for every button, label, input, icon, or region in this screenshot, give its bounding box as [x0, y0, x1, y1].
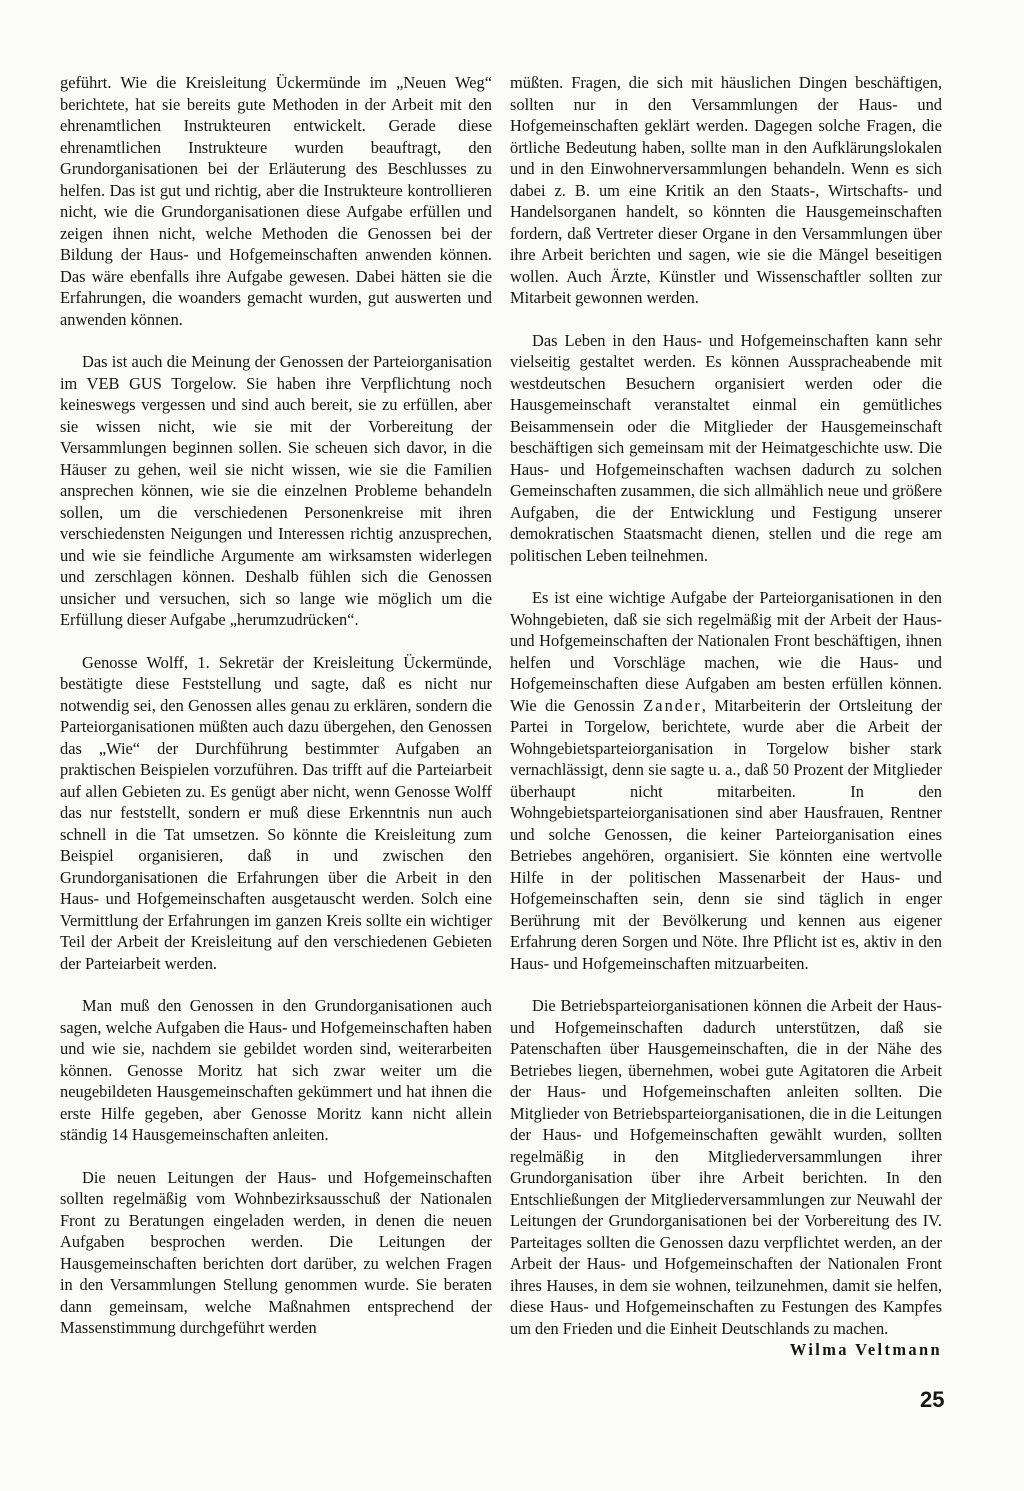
- person-name: Zander: [643, 695, 702, 715]
- paragraph-text: Es ist eine wichtige Aufgabe der Parteiorganisationen in den Wohngebieten, daß sie sich regelmäßig mit der Arbeit der Haus- und Hofgemeinschaften der Nationalen Front beschäftigen, ihnen helfen und Vorschläge machen, wie die Haus- und Hofgemeinschaften diese Aufgaben am besten erfüllen können. Wie die Genossin: [510, 588, 942, 715]
- paragraph: [510, 587, 942, 974]
- paragraph: Das Leben in den Haus- und Hofgemeinschaften kann sehr vielseitig gestaltet werden. Es können Ausspracheabende mit westdeutschen Besuchern organisiert werden oder die Hausgemeinschaft veranstaltet einmal ein gemütliches Beisammensein oder die Mitglieder der Hausgemeinschaft beschäftigen sich gemeinsam mit der Heimatgeschichte usw. Die Haus- und Hofgemeinschaften wachsen dadurch zu solchen Gemeinschaften zusammen, die sich allmählich neue und größere Aufgaben, die der Entwicklung und Festigung unserer demokratischen Staatsmacht dienen, stellen und die rege am politischen Leben teilnehmen.: [510, 330, 942, 565]
- paragraph-text: Die Betriebsparteiorganisationen können die Arbeit der Haus- und Hofgemeinschaften dadurch unterstützen, daß sie Patenschaften über Hausgemeinschaften, die in der Nähe des Betriebes liegen, übernehmen, wobei gute Agitatoren die Arbeit der Haus- und Hofgemeinschaften anleiten sollten. Die Mitglieder von Betriebsparteiorganisationen, die in die Leitungen der Haus- und Hofgemeinschaften gewählt wurden, sollten regelmäßig in den Mitgliederversammlungen ihrer Grundorganisation über ihre Arbeit berichten. In den Entschließungen der Mitgliederversammlungen zur Neuwahl der Leitungen der Grundorganisationen bei der Vorbereitung des IV. Parteitages sollten die Genossen dazu verpflichtet werden, an der Arbeit der Haus- und Hofgemeinschaften der Nationalen Front ihres Hauses, in dem sie wohnen, teilzunehmen, damit sie helfen, diese Haus- und Hofgemeinschaften zu Festungen des Kampfes um den Frieden und die Einheit Deutschlands zu machen.: [510, 996, 942, 1338]
- paragraph: geführt. Wie die Kreisleitung Ückermünde im „Neuen Weg“ berichtete, hat sie bereits gute Methoden in der Arbeit mit den ehrenamtlichen Instrukteuren entwickelt. Gerade diese ehrenamtlichen Instrukteure wurden beauftragt, den Grundorganisationen bei der Erläuterung des Beschlusses zu helfen. Das ist gut und richtig, aber die Instrukteure kontrollieren nicht, wie die Grundorganisationen diese Aufgabe erfüllen und zeigen ihnen nicht, welche Methoden die Genossen bei der Bildung der Haus- und Hofgemeinschaften anwenden können. Das wäre ebenfalls ihre Aufgabe gewesen. Dabei hätten sie die Erfahrungen, die woanders gemacht wurden, gut auswerten und anwenden können.: [60, 73, 492, 329]
- page-number: 25: [920, 1387, 945, 1412]
- paragraph: Das ist auch die Meinung der Genossen der Parteiorganisation im VEB GUS Torgelow. Sie haben ihre Verpflichtung noch keineswegs vergessen und sind auch bereit, sie zu erfüllen, aber sie wissen nicht, wie sie mit der Vorbereitung der Versammlungen beginnen sollen. Sie scheuen sich davor, in die Häuser zu gehen, weil sie nicht wissen, wie sie die Familien ansprechen können, wie sie die einzelnen Probleme behandeln sollen, um die verschiedenen Personenkreise mit ihren verschiedensten Neigungen und Interessen richtig anzusprechen, und wie sie feindliche Argumente am wirksamsten widerlegen und zerschlagen können. Deshalb fühlen sich die Genossen unsicher und versuchen, sich so lange wie möglich um die Erfüllung dieser Aufgabe „herumzudrücken“.: [60, 352, 492, 629]
- author-signature: Wilma Veltmann: [789, 1340, 942, 1359]
- paragraph: Genosse Wolff, 1. Sekretär der Kreisleitung Ückermünde, bestätigte diese Feststellung und sagte, daß es nicht nur notwendig sei, den Genossen alles genau zu erklären, sondern die Parteiorganisationen müßten auch dazu übergehen, den Genossen das „Wie“ der Durchführung bestimmter Aufgaben an praktischen Beispielen vorzuführen. Das trifft auf die Parteiarbeit auf allen Gebieten zu. Es genügt aber nicht, wenn Genosse Wolff das nur feststellt, sondern er muß diese Erkenntnis nun auch schnell in die Tat umsetzen. So könnte die Kreisleitung zum Beispiel organisieren, daß in und zwischen den Grundorganisationen die Erfahrungen über die Arbeit in den Haus- und Hofgemeinschaften ausgetauscht werden. Solch eine Vermittlung der Erfahrungen im ganzen Kreis sollte ein wichtiger Teil der Arbeit der Kreisleitung auf den verschiedenen Gebieten der Parteiarbeit werden.: [60, 652, 492, 973]
- paragraph: müßten. Fragen, die sich mit häuslichen Dingen beschäftigen, sollten nur in den Versammlungen der Haus- und Hofgemeinschaften geklärt werden. Dagegen solche Fragen, die örtliche Bedeutung haben, sollte man in den Aufklärungslokalen und in den Einwohnerversammlungen behandeln. Wenn es sich dabei z. B. um eine Kritik an den Staats-, Wirtschafts- und Handelsorganen handelt, so könnten die Hausgemeinschaften fordern, daß Vertreter dieser Organe in den Versammlungen über ihre Arbeit berichten und sagen, wie sie die Mängel beseitigen wollen. Auch Ärzte, Künstler und Wissenschaftler sollten zur Mitarbeit gewonnen werden.: [510, 73, 942, 307]
- paragraph: [510, 995, 942, 1359]
- left-column: [60, 72, 492, 1339]
- right-column: [510, 72, 942, 1361]
- paragraph: Man muß den Genossen in den Grundorganisationen auch sagen, welche Aufgaben die Haus- und Hofgemeinschaften haben und wie sie, nachdem sie gebildet worden sind, weiterarbeiten können. Genosse Moritz hat sich zwar weiter um die neugebildeten Hausgemeinschaften gekümmert und hat ihnen die erste Hilfe gegeben, aber Genosse Moritz kann nicht allein ständig 14 Hausgemeinschaften anleiten.: [60, 996, 492, 1144]
- paragraph-text: , Mitarbeiterin der Ortsleitung der Partei in Torgelow, berichtete, wurde aber die Arbeit der Wohngebietsparteiorganisation in Torgelow bisher stark vernachlässigt, denn sie sagte u. a., daß 50 Prozent der Mitglieder überhaupt nicht mitarbeiten. In den Wohngebietsparteiorganisationen sind aber Hausfrauen, Rentner und solche Genossen, die keiner Parteiorganisation eines Betriebes angehören, organisiert. Sie könnten eine wertvolle Hilfe in der politischen Massenarbeit der Haus- und Hofgemeinschaften sein, denn sie sind täglich in enger Berührung mit der Bevölkerung und kennen aus eigener Erfahrung deren Sorgen und Nöte. Ihre Pflicht ist es, aktiv in den Haus- und Hofgemeinschaften mitzuarbeiten.: [510, 695, 943, 973]
- paragraph: Die neuen Leitungen der Haus- und Hofgemeinschaften sollten regelmäßig vom Wohnbezirksausschuß der Nationalen Front zu Beratungen eingeladen werden, in denen die neuen Aufgaben besprochen werden. Die Leitungen der Hausgemeinschaften berichten dort darüber, zu welchen Fragen in den Versammlungen Stellung genommen wurde. Sie beraten dann gemeinsam, welche Maßnahmen entsprechend der Massenstimmung durchgeführt werden: [60, 1167, 492, 1337]
